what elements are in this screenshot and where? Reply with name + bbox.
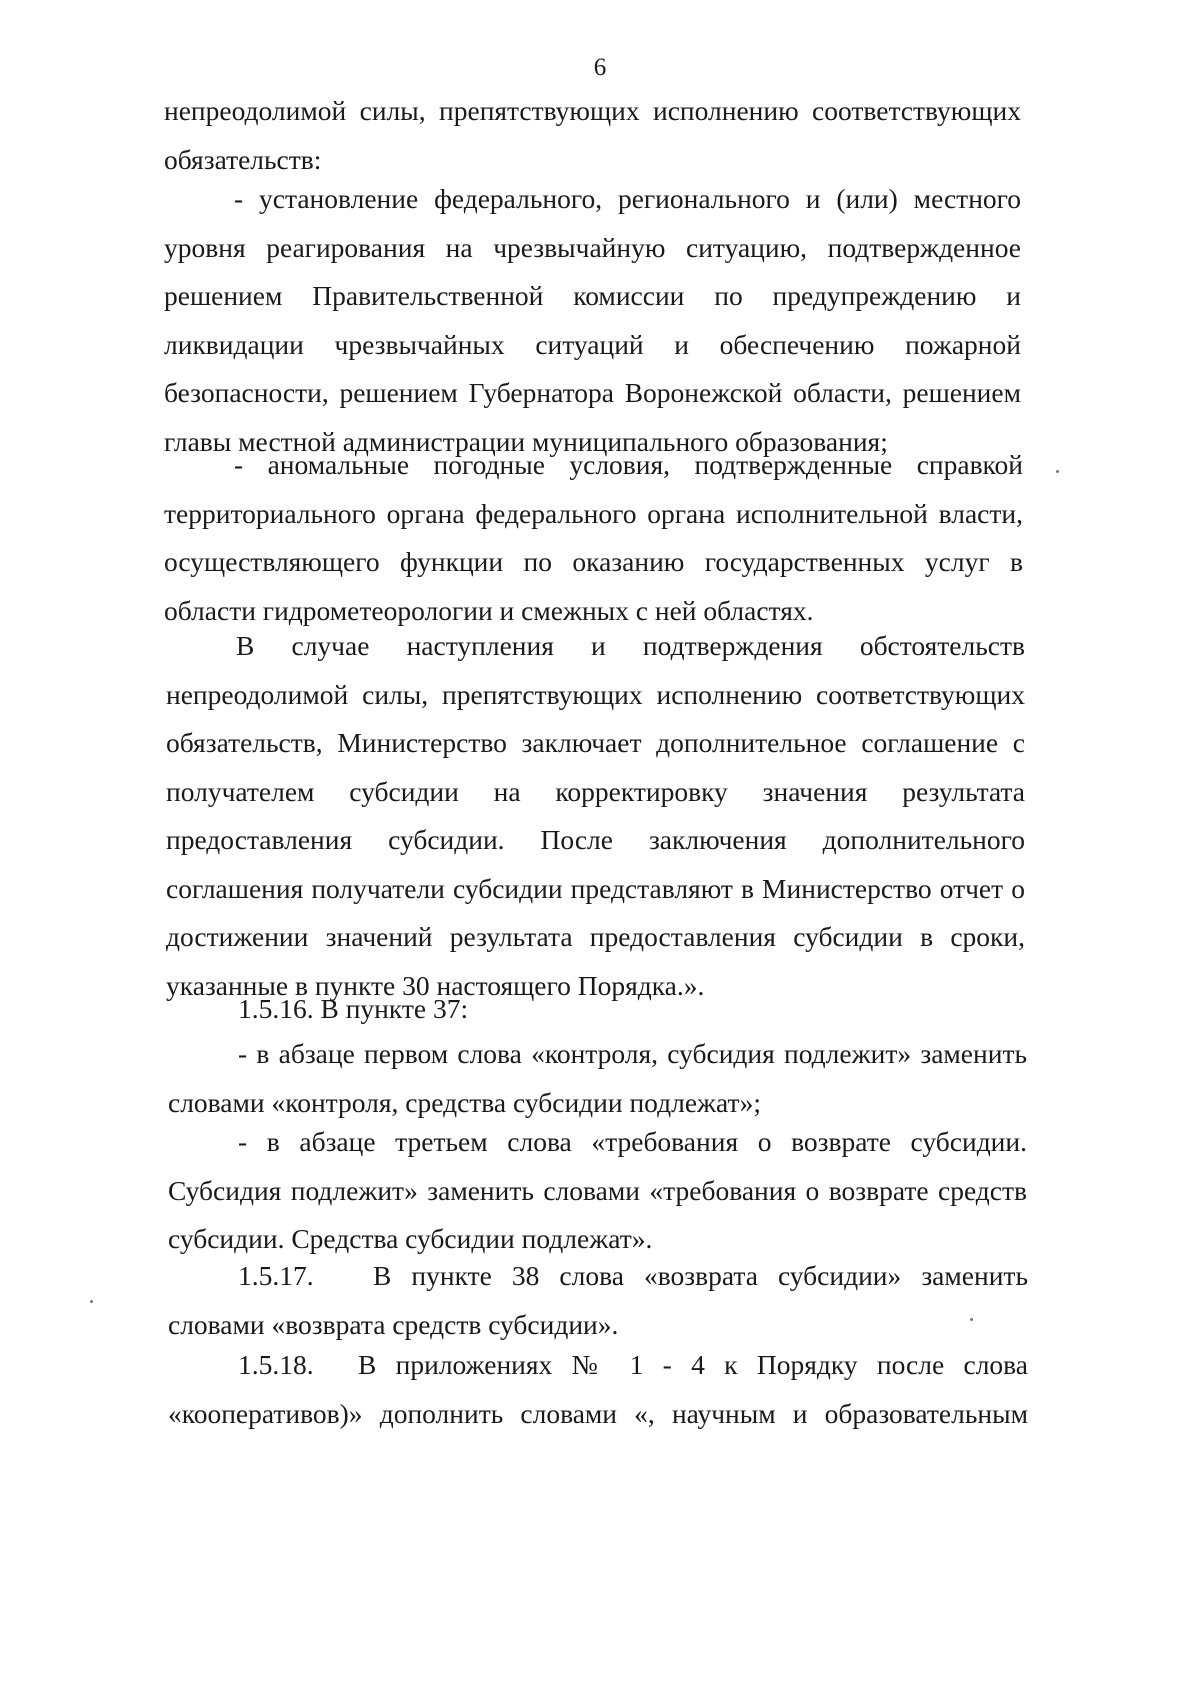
paragraph-1-5-18: В приложениях № 1 - 4 к Порядку после слова «кооперативов)» дополнить словами «, научным и образовательным xyxy=(168,1349,1028,1429)
item-number-1-5-18: 1.5.18. xyxy=(238,1349,314,1380)
page-number: 6 xyxy=(593,54,607,81)
paragraph-emergency-response: - установление федерального, регионального и (или) местного уровня реагирования на чрезвычайную ситуацию, подтвержденное решением Правительственной комиссии по предупреждению и ликвидации чрезвычайных ситуаций и обеспечению пожарной безопасности, решением Губернатора Воронежской области, решением главы местной администрации муниципального образования; xyxy=(164,183,1021,457)
paragraph-1-5-16-third: - в абзаце третьем слова «требования о возврате субсидии. Субсидия подлежит» заменить словами «требования о возврате средств субсидии. Средства субсидии подлежат». xyxy=(168,1126,1027,1254)
scan-speck xyxy=(90,1300,93,1303)
paragraph-1-5-16-first: - в абзаце первом слова «контроля, субсидия подлежит» заменить словами «контроля, средства субсидии подлежат»; xyxy=(168,1038,1027,1118)
paragraph-continuation: непреодолимой силы, препятствующих исполнению соответствующих обязательств: xyxy=(164,95,1021,175)
scan-speck xyxy=(970,1318,973,1321)
item-number-1-5-17: 1.5.17. xyxy=(238,1260,314,1291)
scan-speck xyxy=(1056,470,1059,473)
paragraph-1-5-16: 1.5.16. В пункте 37: xyxy=(238,993,469,1024)
paragraph-abnormal-weather: - аномальные погодные условия, подтвержденные справкой территориального органа федерального органа исполнительной власти, осуществляющего функции по оказанию государственных услуг в области гидрометеорологии и смежных с ней областях. xyxy=(164,449,1023,626)
paragraph-1-5-17: В пункте 38 слова «возврата субсидии» заменить словами «возврата средств субсидии». xyxy=(168,1260,1028,1340)
paragraph-force-majeure: В случае наступления и подтверждения обстоятельств непреодолимой силы, препятствующих исполнению соответствующих обязательств, Министерство заключает дополнительное соглашение с получателем субсидии на корректировку значения результата предоставления субсидии. После заключения дополнительного соглашения получатели субсидии представляют в Министерство отчет о достижении значений результата предоставления субсидии в сроки, указанные в пункте 30 настоящего Порядка.». xyxy=(166,630,1025,1001)
